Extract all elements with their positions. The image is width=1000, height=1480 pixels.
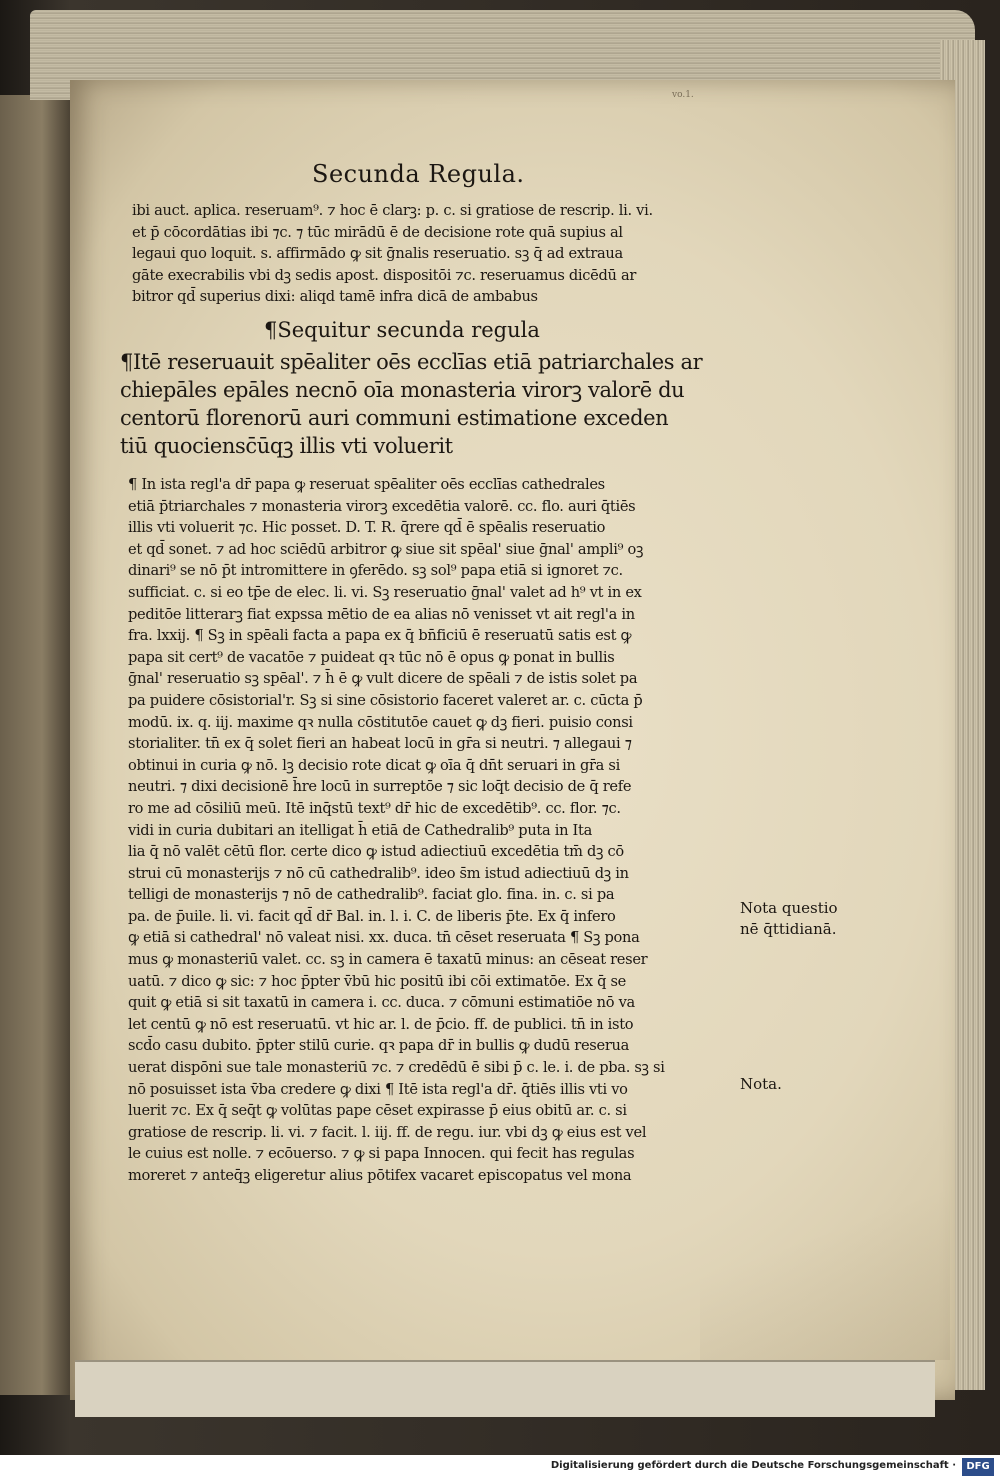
text-line: ro me ad cōsiliū meū. Itē inq̄stū text⁹ dr̄ hic de excedētib⁹. cc. flor. ⁊c. <box>128 799 621 817</box>
text-line: gāte execrabilis vbi dꝫ sedis apost. dispositōi ⁊c. reseruamus dicēdū ar <box>132 266 637 284</box>
text-line: neutri. ⁊ dixi decisionē h̄re locū in surreptōe ⁊ sic loq̄t decisio de q̄ refe <box>128 778 632 796</box>
dfg-logo-icon: DFG <box>962 1458 994 1476</box>
text-line: centorū florenorū auri communi estimatione exceden <box>120 406 669 430</box>
text-line: etiā p̄triarchales ⁊ monasteria virorꝫ excedētia valorē. cc. flo. auri q̄tiēs <box>128 497 636 515</box>
text-line: papa sit cert⁹ de vacatōe ⁊ puideat qꝛ tūc nō ē opus ꝙ ponat in bullis <box>128 648 615 666</box>
text-line: et qd̄ sonet. ⁊ ad hoc sciēdū arbitror ꝙ siue sit spēal' siue ḡnal' ampli⁹ oꝫ <box>128 540 644 558</box>
text-line: mus ꝙ monasteriū valet. cc. sꝫ in camera ē taxatū minus: an cēseat reser <box>128 951 648 969</box>
text-line: ḡnal' reseruatio sꝫ spēal'. ⁊ h̄ ē ꝙ vult dicere de spēali ⁊ de istis solet pa <box>128 670 638 688</box>
text-line: luerit ⁊c. Ex q̄ seq̄t ꝙ volūtas pape cēset expirasse p̄ eius obitū ar. c. si <box>128 1102 627 1120</box>
text-line: vidi in curia dubitari an itelligat h̄ etiā de Cathedralib⁹ puta in Ita <box>128 821 592 839</box>
text-line: fra. lxxij. ¶ Sꝫ in spēali facta a papa ex q̄ bn̄ficiū ē reseruatū satis est ꝙ <box>128 627 632 645</box>
text-line: pa puidere cōsistorial'r. Sꝫ si sine cōsistorio faceret valeret ar. c. cūcta p̄ <box>128 691 643 709</box>
text-line: le cuius est nolle. ⁊ ecōuerso. ⁊ ꝙ si papa Innocen. qui fecit has regulas <box>128 1145 635 1163</box>
funding-credit: Digitalisierung gefördert durch die Deutsche Forschungsgemeinschaft · <box>550 1460 956 1471</box>
text-line: et p̄ cōcordātias ibi ⁊c. ⁊ tūc mirādū ē de decisione rote quā supius al <box>132 223 623 241</box>
margin-note-nota <box>740 1074 782 1095</box>
corner-mark: vo.1. <box>672 90 694 100</box>
text-line: legaui quo loquit. s. affirmādo ꝙ sit ḡnalis reseruatio. sꝫ q̄ ad extraua <box>132 245 623 263</box>
text-line: chiepāles epāles necnō oīa monasteria virorꝫ valorē du <box>120 378 685 402</box>
text-line: tiū quociensc̄ūqꝫ illis vti voluerit <box>120 434 453 458</box>
intro-text <box>132 200 732 308</box>
text-line: strui cū monasterijs ⁊ nō cū cathedralib⁹. ideo s̄m istud adiectiuū dꝫ in <box>128 864 629 882</box>
margin-note-line: nē q̄ttidianā. <box>740 920 837 938</box>
text-line: illis vti voluerit ⁊c. Hic posset. D. T. R. q̄rere qd̄ ē spēalis reseruatio <box>128 519 606 537</box>
margin-note-line: Nota questio <box>740 899 838 917</box>
text-line: sufficiat. c. si eo tp̄e de elec. li. vi. Sꝫ reseruatio ḡnal' valet ad h⁹ vt in ex <box>128 583 642 601</box>
text-line: uerat dispōni sue tale monasteriū ⁊c. ⁊ credēdū ē sibi p̄ c. le. i. de pba. sꝫ si <box>128 1059 665 1077</box>
footer-bar <box>0 1455 1000 1480</box>
text-line: peditōe litterarꝫ fiat expssa mētio de ea alias nō venisset vt ait regl'a in <box>128 605 635 623</box>
section-heading: ¶Sequitur secunda regula <box>264 318 540 342</box>
text-line: pa. de p̄uile. li. vi. facit qd̄ dr̄ Bal. in. l. i. C. de liberis p̄te. Ex q̄ infero <box>128 907 616 925</box>
commentary-text <box>128 474 736 1187</box>
text-line: ibi auct. aplica. reseruam⁹. ⁊ hoc ē clarꝫ: p. c. si gratiose de rescrip. li. vi. <box>132 202 653 219</box>
text-line: obtinui in curia ꝙ nō. lꝫ decisio rote dicat ꝙ oīa q̄ dn̄t seruari in gr̄a si <box>128 756 620 774</box>
paper-shading <box>700 1160 950 1360</box>
text-line: ¶ In ista regl'a dr̄ papa ꝙ reseruat spēaliter oēs ecclīas cathedrales <box>128 476 605 493</box>
text-line: quit ꝙ etiā si sit taxatū in camera i. cc. duca. ⁊ cōmuni estimatiōe nō va <box>128 994 635 1012</box>
text-line: gratiose de rescrip. li. vi. ⁊ facit. l. iij. ff. de regu. iur. vbi dꝫ ꝙ eius est vel <box>128 1123 647 1141</box>
rule-text <box>120 348 735 460</box>
text-line: uatū. ⁊ dico ꝙ sic: ⁊ hoc p̄pter v̄bū hic positū ibi cōi extimatōe. Ex q̄ se <box>128 972 627 990</box>
margin-note-questio <box>740 898 838 940</box>
text-line: ꝙ etiā si cathedral' nō valeat nisi. xx. duca. tn̄ cēset reseruata ¶ Sꝫ pona <box>128 929 640 947</box>
text-line: dinari⁹ se nō p̄t intromittere in ꝯferēdo. sꝫ sol⁹ papa etiā si ignoret ⁊c. <box>128 562 623 580</box>
text-line: moreret ⁊ anteq̄ꝫ eligeretur alius pōtifex vacaret episcopatus vel mona <box>128 1167 632 1184</box>
text-line: lia q̄ nō valēt cētū flor. certe dico ꝙ istud adiectiuū excedētia tm̄ dꝫ cō <box>128 843 624 861</box>
text-line: nō posuisset ista v̄ba credere ꝙ dixi ¶ Itē ista regl'a dr̄. q̄tiēs illis vti vo <box>128 1080 628 1098</box>
text-line: telligi de monasterijs ⁊ nō de cathedralib⁹. faciat glo. fina. in. c. si pa <box>128 886 615 904</box>
text-line: modū. ix. q. iij. maxime qꝛ nulla cōstitutōe cauet ꝙ dꝫ fieri. puisio consi <box>128 713 633 731</box>
scan-bottom-strip <box>75 1360 935 1417</box>
page-title: Secunda Regula. <box>312 160 525 188</box>
text-line: storialiter. tn̄ ex q̄ solet fieri an habeat locū in gr̄a si neutri. ⁊ allegaui ⁊ <box>128 735 632 753</box>
text-line: scd̄o casu dubito. p̄pter stilū curie. qꝛ papa dr̄ in bullis ꝙ dudū reserua <box>128 1037 630 1055</box>
left-page-edge <box>0 95 70 1395</box>
margin-note-line: Nota. <box>740 1075 782 1093</box>
text-line: let centū ꝙ nō est reseruatū. vt hic ar. l. de p̄cio. ff. de publici. tn̄ in isto <box>128 1015 634 1033</box>
text-line: ¶Itē reseruauit spēaliter oēs ecclīas etiā patriarchales ar <box>120 350 703 374</box>
text-line: bitror qd̄ superius dixi: aliqd tamē infra dicā de ambabus <box>132 288 538 306</box>
